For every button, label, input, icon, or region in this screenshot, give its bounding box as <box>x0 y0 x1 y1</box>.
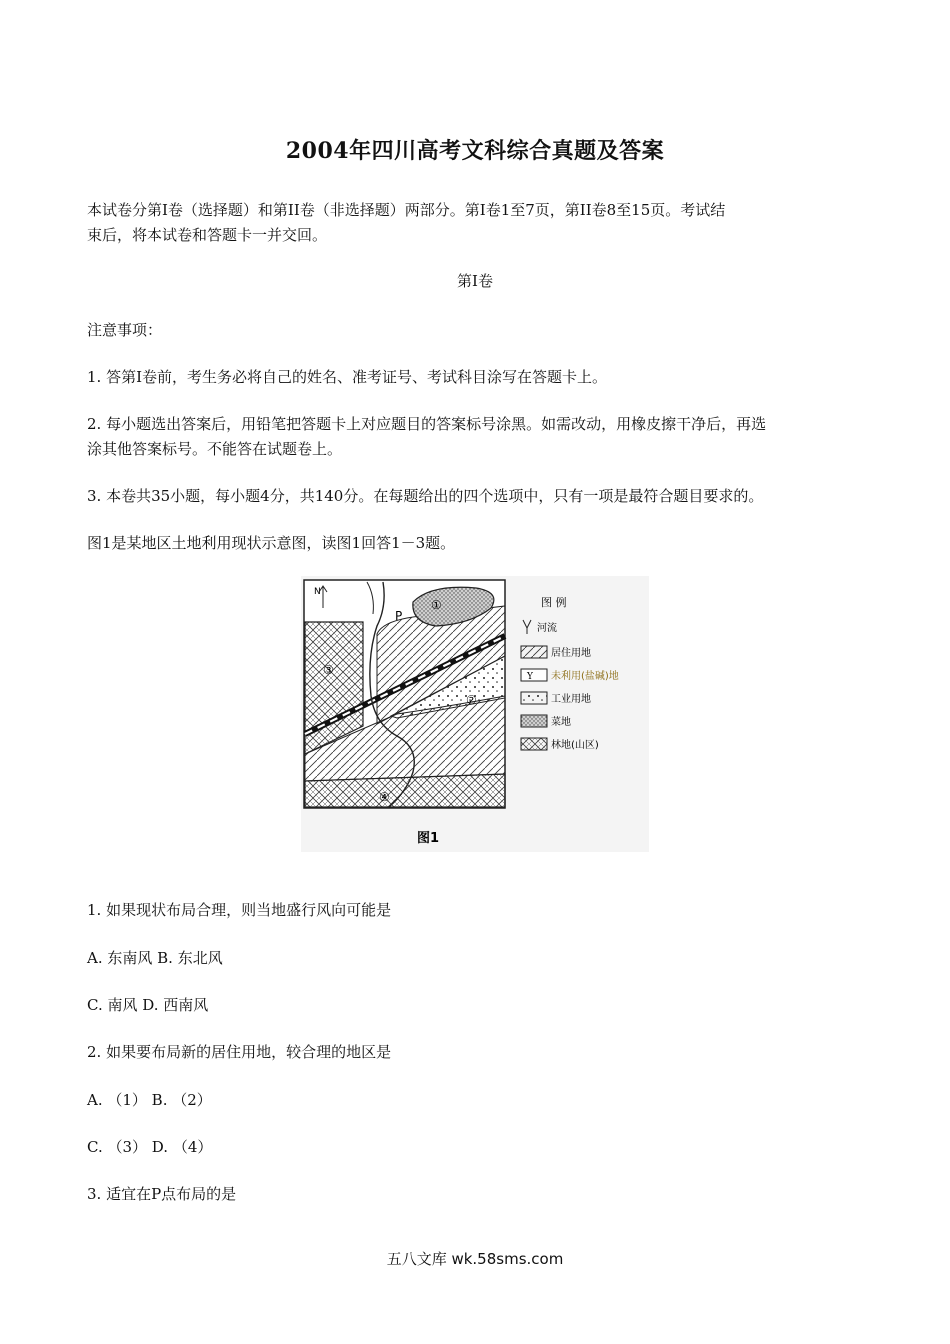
zone-label-4: ④ <box>379 790 390 804</box>
question-1-options-2: C. 南风 D. 西南风 <box>87 996 209 1014</box>
notice-item-1: 1. 答第I卷前，考生务必将自己的姓名、准考证号、考试科目涂写在答题卡上。 <box>87 368 608 386</box>
legend-industrial: 工业用地 <box>551 694 591 705</box>
unused-land-legend-icon <box>521 669 547 681</box>
question-1-options-1: A. 东南风 B. 东北风 <box>87 949 223 967</box>
notice-item-2-line-2: 涂其他答案标号。不能答在试题卷上。 <box>87 440 343 458</box>
land-use-map-figure <box>301 576 649 852</box>
footer-watermark: 五八文库 wk.58sms.com <box>386 1250 564 1268</box>
north-label: N <box>314 587 321 597</box>
notice-item-2-line-1: 2. 每小题选出答案后，用铅笔把答题卡上对应题目的答案标号涂黑。如需改动，用橡皮擦干净后，再选 <box>87 415 767 433</box>
question-1-stem: 1. 如果现状布局合理，则当地盛行风向可能是 <box>87 901 392 919</box>
legend-title: 图 例 <box>541 596 567 609</box>
question-3-stem: 3. 适宜在P点布局的是 <box>87 1185 237 1203</box>
legend-vegetable: 菜地 <box>551 717 571 728</box>
intro-line-2: 束后，将本试卷和答题卡一并交回。 <box>87 226 328 244</box>
river-legend-icon <box>523 620 531 634</box>
figure-intro: 图1是某地区土地利用现状示意图，读图1回答1－3题。 <box>87 534 456 552</box>
intro-line-1: 本试卷分第I卷（选择题）和第II卷（非选择题）两部分。第I卷1至7页，第II卷8至15页。考试结 <box>87 201 726 219</box>
notice-item-3: 3. 本卷共35小题，每小题4分，共140分。在每题给出的四个选项中，只有一项是最符合题目要求的。 <box>87 487 764 505</box>
section-heading: 第I卷 <box>457 272 493 290</box>
question-2-stem: 2. 如果要布局新的居住用地，较合理的地区是 <box>87 1043 392 1061</box>
legend-unused-land: 未利用(盐碱)地 <box>551 671 619 682</box>
legend-river: 河流 <box>537 623 557 634</box>
question-2-options-2: C. （3） D. （4） <box>87 1138 213 1156</box>
legend-residential: 居住用地 <box>551 648 591 659</box>
zone-label-1: ① <box>431 598 442 612</box>
residential-legend-icon <box>521 646 547 658</box>
forest-legend-icon <box>521 738 547 750</box>
zone-label-3: ③ <box>323 663 334 677</box>
unused-land-legend-mark: Y <box>527 672 533 682</box>
legend-forest: 林地(山区) <box>551 740 599 751</box>
notice-label: 注意事项： <box>87 321 163 339</box>
zone-label-2: ② <box>466 693 477 707</box>
question-2-options-1: A. （1） B. （2） <box>87 1091 212 1109</box>
point-p-label: P <box>395 609 403 623</box>
industrial-legend-icon <box>521 692 547 704</box>
figure-caption: 图1 <box>417 831 440 846</box>
page-title: 2004年四川高考文科综合真题及答案 <box>285 138 665 164</box>
vegetable-legend-icon <box>521 715 547 727</box>
